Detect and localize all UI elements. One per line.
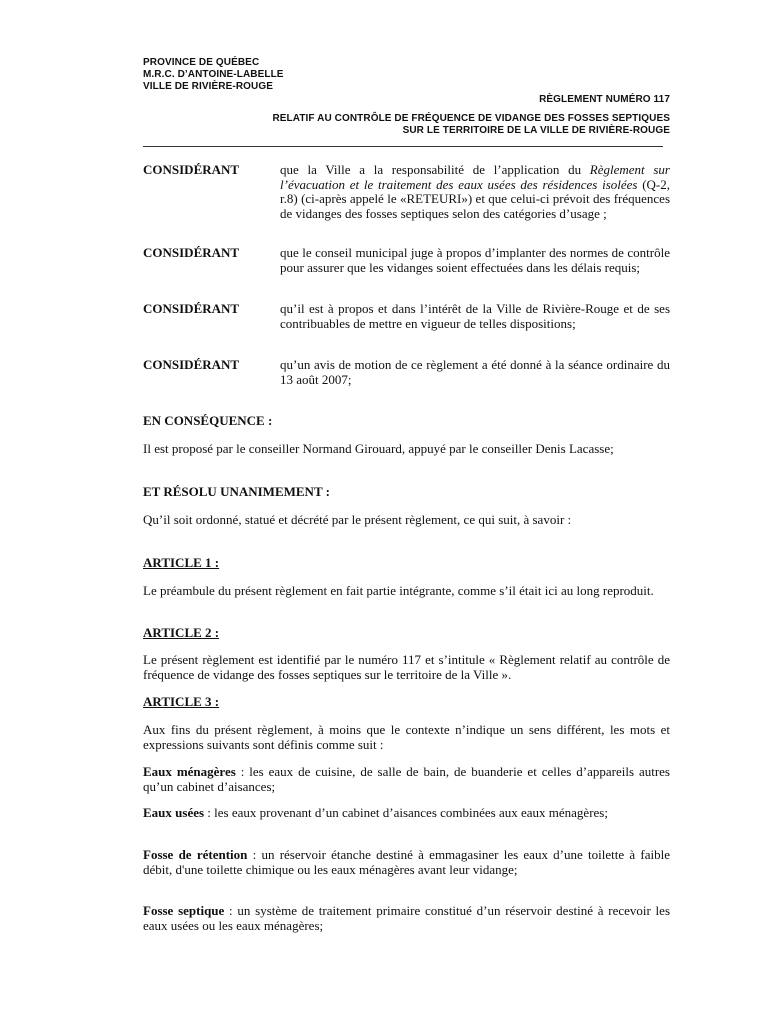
- considerant-text: qu’il est à propos et dans l’intérêt de la Ville de Rivière-Rouge et de ses contribuables de mettre en vigueur de telles dispositions;: [280, 301, 670, 331]
- resolu-text: Qu’il soit ordonné, statué et décrété par le présent règlement, ce qui suit, à savoir :: [143, 512, 572, 527]
- article-1-text: Le préambule du présent règlement en fait partie intégrante, comme s’il était ici au long reproduit.: [143, 583, 654, 598]
- resolu-heading: ET RÉSOLU UNANIMEMENT :: [143, 484, 330, 499]
- considerant-label: CONSIDÉRANT: [143, 162, 240, 177]
- article-1-heading: ARTICLE 1 :: [143, 555, 220, 570]
- definition-term: Eaux ménagères: [143, 764, 236, 779]
- reglement-number: RÈGLEMENT NUMÉRO 117: [539, 94, 670, 105]
- en-consequence-text: Il est proposé par le conseiller Normand Girouard, appuyé par le conseiller Denis Lacasse;: [143, 441, 614, 456]
- definition-fosse-retention: [143, 848, 670, 877]
- title-line-2: SUR LE TERRITOIRE DE LA VILLE DE RIVIÈRE-ROUGE: [402, 125, 670, 136]
- article-2-heading: ARTICLE 2 :: [143, 625, 220, 640]
- considerant-text: que le conseil municipal juge à propos d’implanter des normes de contrôle pour assurer que les vidanges soient effectuées dans les délais requis;: [280, 245, 670, 275]
- definition-text: : les eaux provenant d’un cabinet d’aisances combinées aux eaux ménagères;: [204, 805, 608, 820]
- header-mrc: M.R.C. D’ANTOINE-LABELLE: [143, 69, 284, 80]
- considerant-text-before: que la Ville a la responsabilité de l’application du: [280, 162, 590, 177]
- header-ville: VILLE DE RIVIÈRE-ROUGE: [143, 81, 273, 92]
- article-3-text: Aux fins du présent règlement, à moins que le contexte n’indique un sens différent, les mots et expressions suivants sont définis comme suit :: [143, 722, 670, 752]
- article-3-heading: ARTICLE 3 :: [143, 694, 220, 709]
- considerant-text: [280, 163, 670, 221]
- definition-term: Fosse de rétention: [143, 847, 248, 862]
- definition-fosse-septique: [143, 904, 670, 933]
- considerant-label: CONSIDÉRANT: [143, 357, 240, 372]
- considerant-label: CONSIDÉRANT: [143, 301, 240, 316]
- considerant-reglement-title: Règlement sur l’évacuation et le traitement des eaux usées des résidences isolées: [280, 162, 670, 192]
- definition-eaux-usees: [143, 806, 670, 821]
- definition-text: : un réservoir étanche destiné à emmagasiner les eaux d’une toilette à faible débit, d'une toilette chimique ou les eaux ménagères avant leur vidange;: [143, 847, 670, 877]
- definition-text: : un système de traitement primaire constitué d’un réservoir destiné à recevoir les eaux usées ou les eaux ménagères;: [143, 903, 671, 933]
- title-line-1: RELATIF AU CONTRÔLE DE FRÉQUENCE DE VIDANGE DES FOSSES SEPTIQUES: [272, 113, 670, 124]
- en-consequence-heading: EN CONSÉQUENCE :: [143, 413, 273, 428]
- definition-term: Eaux usées: [143, 805, 205, 820]
- header-province: PROVINCE DE QUÉBEC: [143, 57, 260, 68]
- definition-term: Fosse septique: [143, 903, 225, 918]
- definition-text: : les eaux de cuisine, de salle de bain, de buanderie et celles d’appareils autres qu’un cabinet d’aisances;: [143, 764, 670, 794]
- considerant-text: qu’un avis de motion de ce règlement a été donné à la séance ordinaire du 13 août 2007;: [280, 357, 670, 387]
- considerant-text-after: (Q-2, r.8) (ci-après appelé le «RETEURI») et que celui-ci prévoit des fréquences de vidanges des fosses septiques selon des catégories d’usage ;: [280, 176, 671, 221]
- considerant-label: CONSIDÉRANT: [143, 245, 240, 260]
- header-divider: [143, 146, 663, 147]
- definition-eaux-menageres: [143, 765, 670, 794]
- article-2-text: Le présent règlement est identifié par le numéro 117 et s’intitule « Règlement relatif au contrôle de fréquence de vidange des fosses septiques sur le territoire de la Ville ».: [143, 652, 670, 682]
